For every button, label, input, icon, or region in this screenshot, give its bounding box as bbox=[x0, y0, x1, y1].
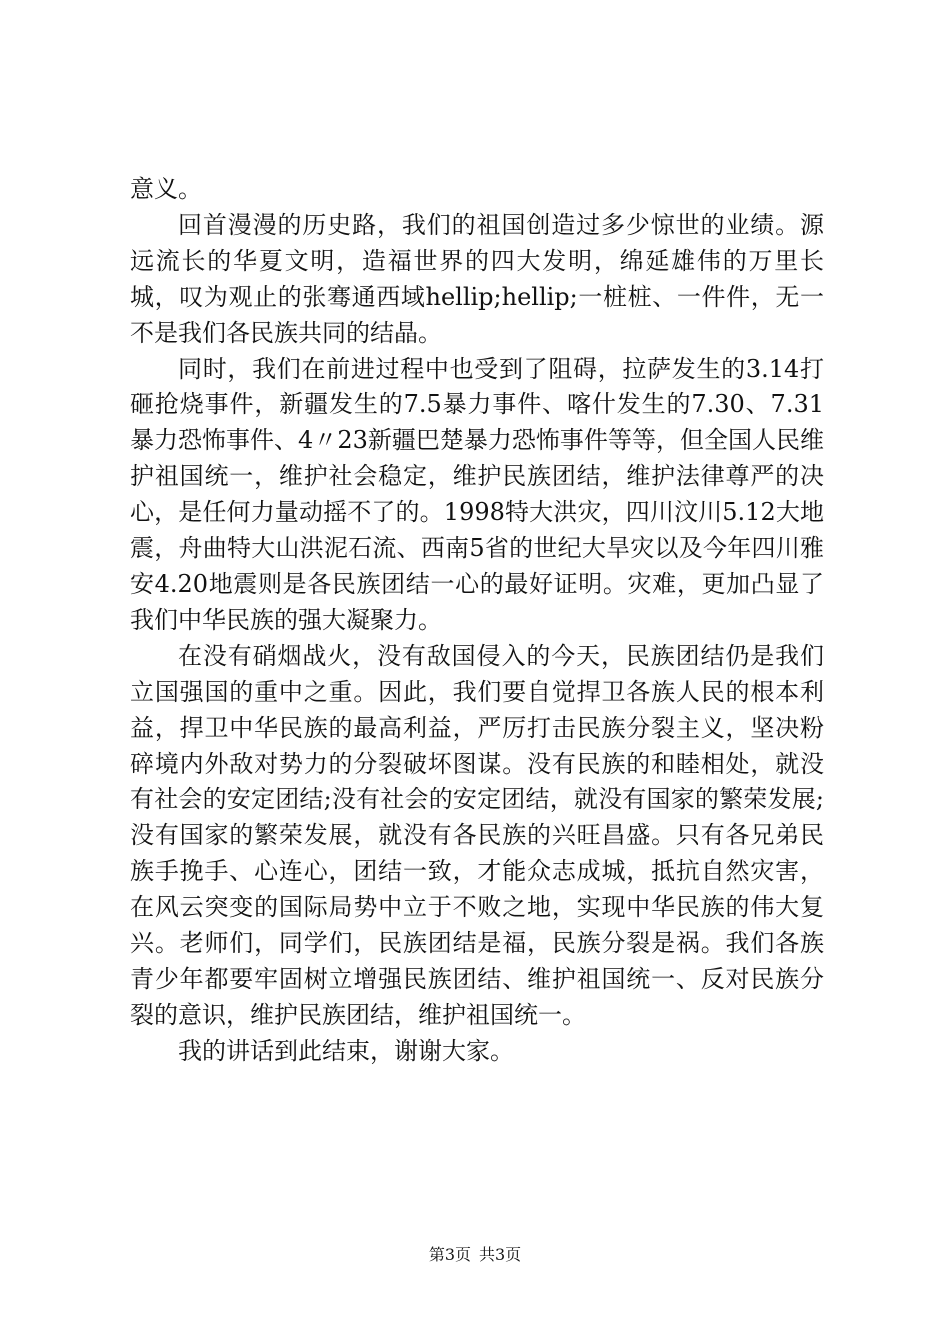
paragraph-5: 我的讲话到此结束，谢谢大家。 bbox=[178, 1036, 514, 1065]
paragraph-4: 在没有硝烟战火，没有敌国侵入的今天，民族团结仍是我们立国强国的重中之重。因此，我们要自觉捍卫各族人民的根本利益，捍卫中华民族的最高利益，严厉打击民族分裂主义，坚决粉碎境内外敌对势力的分裂破坏图谋。没有民族的和睦相处，就没有社会的安定团结;没有社会的安定团结，就没有国家的繁荣发展;没有国家的繁荣发展，就没有各民族的兴旺昌盛。只有各兄弟民族手挽手、心连心，团结一致，才能众志成城，抵抗自然灾害，在风云突变的国际局势中立于不败之地，实现中华民族的伟大复兴。老师们，同学们，民族团结是福，民族分裂是祸。我们各族青少年都要牢固树立增强民族团结、维护祖国统一、反对民族分裂的意识，维护民族团结，维护祖国统一。 bbox=[130, 641, 824, 1029]
page-number: 第3页 bbox=[428, 1245, 471, 1264]
paragraph-2: 回首漫漫的历史路，我们的祖国创造过多少惊世的业绩。源远流长的华夏文明，造福世界的四大发明，绵延雄伟的万里长城，叹为观止的张骞通西域hellip;hellip;一桩桩、一件件，无一不是我们各民族共同的结晶。 bbox=[130, 210, 824, 347]
page-total: 共3页 bbox=[479, 1245, 522, 1264]
page-footer bbox=[0, 1244, 950, 1266]
document-body bbox=[130, 172, 824, 1070]
paragraph-1: 意义。 bbox=[130, 175, 202, 203]
paragraph-3: 同时，我们在前进过程中也受到了阻碍，拉萨发生的3.14打砸抢烧事件，新疆发生的7.5暴力事件、喀什发生的7.30、7.31暴力恐怖事件、4〃23新疆巴楚暴力恐怖事件等等，但全国人民维护祖国统一，维护社会稳定，维护民族团结，维护法律尊严的决心，是任何力量动摇不了的。1998特大洪灾，四川汶川5.12大地震，舟曲特大山洪泥石流、西南5省的世纪大旱灾以及今年四川雅安4.20地震则是各民族团结一心的最好证明。灾难，更加凸显了我们中华民族的强大凝聚力。 bbox=[130, 354, 824, 634]
